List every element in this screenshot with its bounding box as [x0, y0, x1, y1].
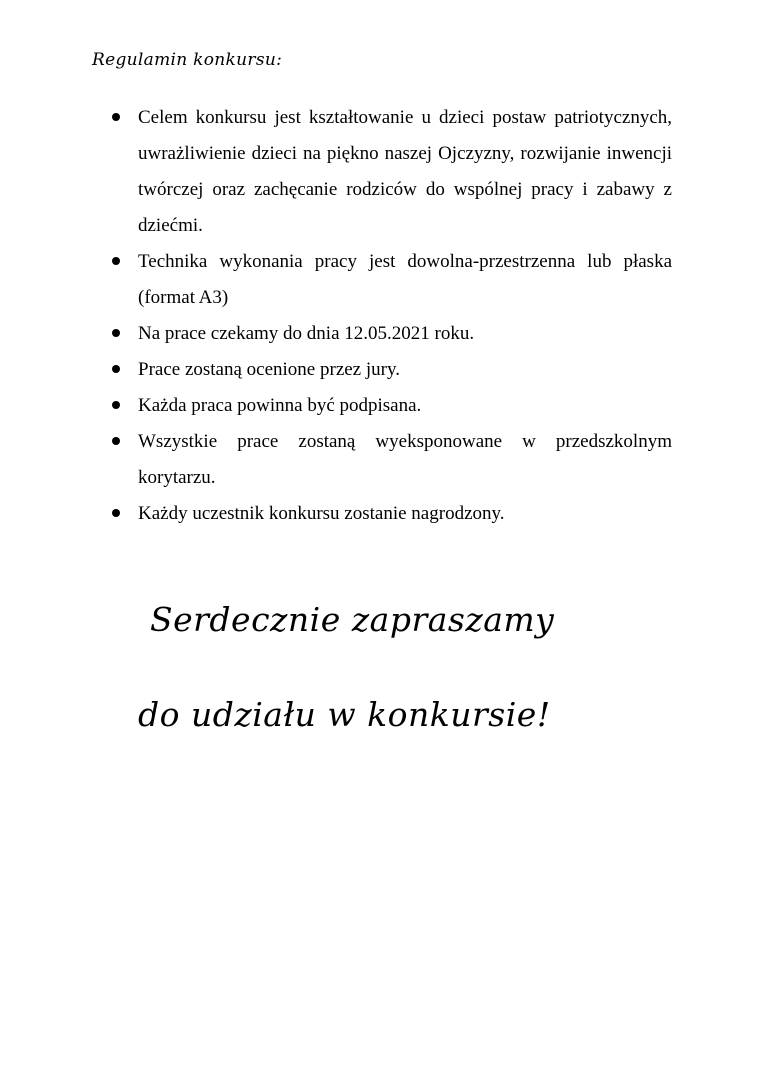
bullet-icon [112, 365, 120, 373]
rules-heading: Regulamin konkursu: [92, 50, 283, 70]
rule-item [110, 388, 672, 424]
rule-text: Na prace czekamy do dnia 12.05.2021 roku. [138, 323, 475, 344]
bullet-icon [112, 509, 120, 517]
rule-item [110, 316, 672, 352]
invitation-line-2: do udziału w konkursie! [138, 695, 551, 734]
rule-text: Celem konkursu jest kształtowanie u dzieci postaw patriotycznych, uwrażliwienie dzieci na piękno naszej Ojczyzny, rozwijanie inwencji twórczej oraz zachęcanie rodziców do wspólnej pracy i zabawy z dziećmi. [138, 107, 672, 236]
bullet-icon [112, 257, 120, 265]
rule-text: Każdy uczestnik konkursu zostanie nagrodzony. [138, 503, 505, 524]
bullet-icon [112, 113, 120, 121]
rule-text: Wszystkie prace zostaną wyeksponowane w przedszkolnym korytarzu. [138, 431, 672, 488]
rule-item [110, 244, 672, 316]
bullet-icon [112, 401, 120, 409]
rule-item [110, 496, 672, 532]
invitation-line-1: Serdecznie zapraszamy [150, 600, 555, 639]
rule-text: Każda praca powinna być podpisana. [138, 395, 422, 416]
rule-text: Prace zostaną ocenione przez jury. [138, 359, 400, 380]
rule-item [110, 100, 672, 244]
rule-item [110, 352, 672, 388]
bullet-icon [112, 437, 120, 445]
rules-list [110, 100, 672, 532]
rule-item [110, 424, 672, 496]
rule-text: Technika wykonania pracy jest dowolna-przestrzenna lub płaska (format A3) [138, 251, 672, 308]
bullet-icon [112, 329, 120, 337]
